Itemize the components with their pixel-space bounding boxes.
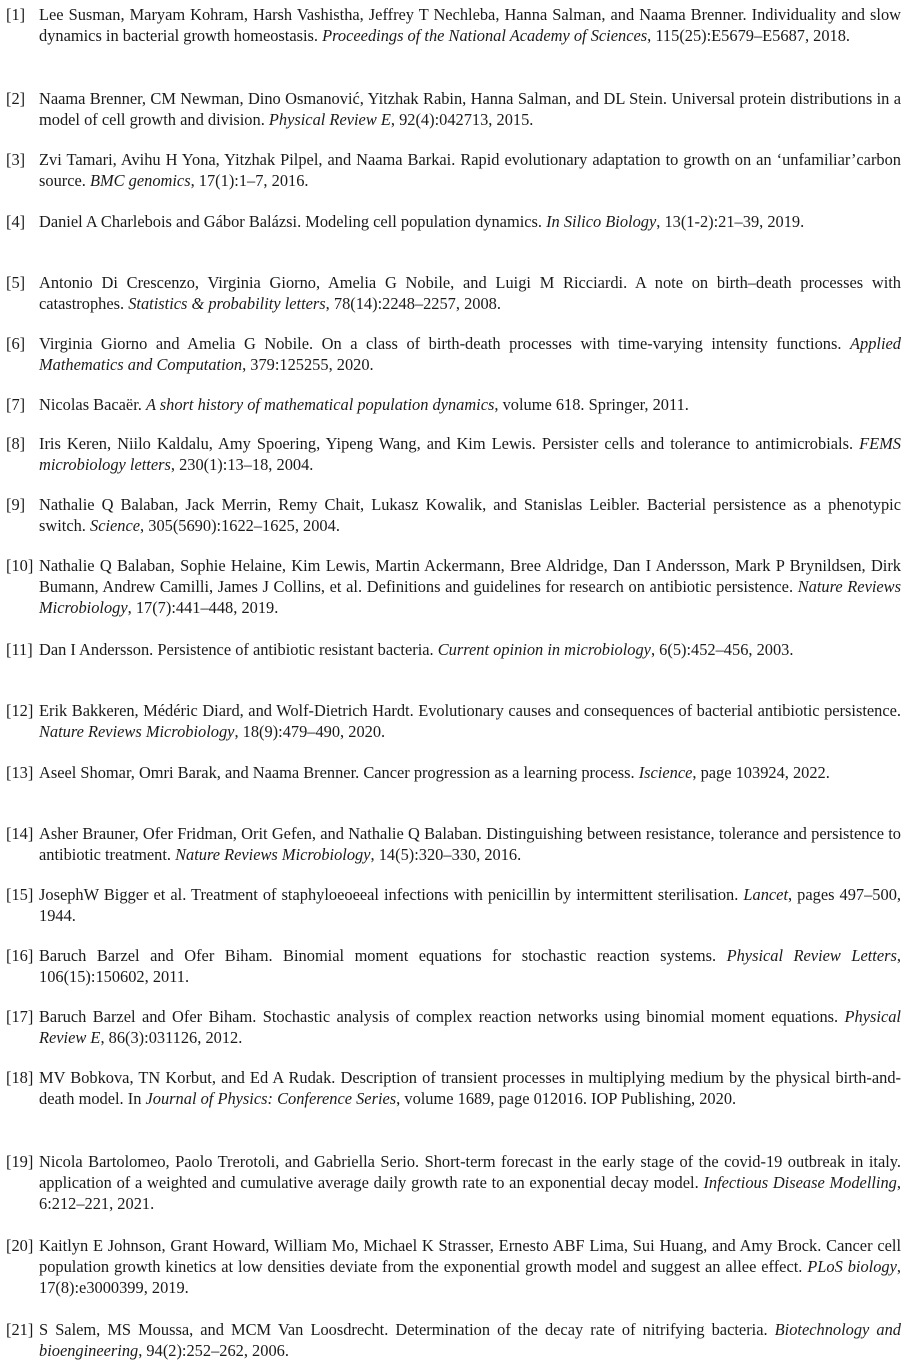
reference-venue: Iscience	[638, 763, 693, 782]
reference-text: Aseel Shomar, Omri Barak, and Naama Brenner. Cancer progression as a learning process. Iscience, page 103924, 2022.	[39, 763, 830, 782]
reference-item	[0, 433, 903, 475]
reference-number: [12]	[6, 701, 34, 720]
reference-item	[0, 823, 903, 865]
reference-venue: FEMS microbiology letters	[39, 434, 901, 474]
reference-number: [18]	[6, 1068, 34, 1087]
reference-text: Virginia Giorno and Amelia G Nobile. On a class of birth-death processes with time-varying intensity functions. Applied Mathematics and Computation, 379:125255, 2020.	[39, 334, 901, 374]
reference-item	[0, 4, 903, 46]
reference-text: MV Bobkova, TN Korbut, and Ed A Rudak. Description of transient processes in multiplying medium by the physical birth-and-death model. In Journal of Physics: Conference Series, volume 1689, page 012016. IOP Publishing, 2020.	[39, 1068, 901, 1108]
reference-venue: Applied Mathematics and Computation	[39, 334, 901, 374]
reference-venue: Nature Reviews Microbiology	[39, 577, 901, 617]
reference-text: Baruch Barzel and Ofer Biham. Stochastic analysis of complex reaction networks using binomial moment equations. Physical Review E, 86(3):031126, 2012.	[39, 1007, 901, 1047]
reference-text: Nathalie Q Balaban, Jack Merrin, Remy Chait, Lukasz Kowalik, and Stanislas Leibler. Bacterial persistence as a phenotypic switch. Science, 305(5690):1622–1625, 2004.	[39, 495, 901, 535]
reference-number: [17]	[6, 1007, 34, 1026]
reference-number: [20]	[6, 1236, 34, 1255]
reference-text: Nicolas Bacaër. A short history of mathematical population dynamics, volume 618. Springer, 2011.	[39, 395, 689, 414]
reference-text: Nicola Bartolomeo, Paolo Trerotoli, and Gabriella Serio. Short-term forecast in the early stage of the covid-19 outbreak in italy. application of a weighted and cumulative average daily growth rate to an exponential decay model. Infectious Disease Modelling, 6:212–221, 2021.	[39, 1152, 901, 1213]
reference-venue: Proceedings of the National Academy of Sciences	[322, 26, 648, 45]
reference-number: [19]	[6, 1152, 34, 1171]
reference-venue: Current opinion in microbiology	[437, 640, 651, 659]
reference-venue: A short history of mathematical population dynamics	[145, 395, 495, 414]
reference-text: JosephW Bigger et al. Treatment of staphyloeoeeal infections with penicillin by intermittent sterilisation. Lancet, pages 497–500, 1944.	[39, 885, 901, 925]
reference-number: [4]	[6, 212, 26, 231]
reference-text: Erik Bakkeren, Médéric Diard, and Wolf-Dietrich Hardt. Evolutionary causes and consequences of bacterial antibiotic persistence. Nature Reviews Microbiology, 18(9):479–490, 2020.	[39, 701, 901, 741]
reference-number: [8]	[6, 434, 26, 453]
reference-number: [21]	[6, 1320, 34, 1339]
reference-venue: Nature Reviews Microbiology	[175, 845, 371, 864]
reference-text: S Salem, MS Moussa, and MCM Van Loosdrecht. Determination of the decay rate of nitrifying bacteria. Biotechnology and bioengineering, 94(2):252–262, 2006.	[39, 1320, 901, 1360]
reference-number: [2]	[6, 89, 26, 108]
reference-number: [3]	[6, 150, 26, 169]
reference-item	[0, 1006, 903, 1048]
reference-item	[0, 1067, 903, 1109]
reference-item	[0, 762, 903, 783]
reference-text: Daniel A Charlebois and Gábor Balázsi. Modeling cell population dynamics. In Silico Biology, 13(1-2):21–39, 2019.	[39, 212, 805, 231]
reference-text: Dan I Andersson. Persistence of antibiotic resistant bacteria. Current opinion in microbiology, 6(5):452–456, 2003.	[39, 640, 794, 659]
reference-text: Naama Brenner, CM Newman, Dino Osmanović, Yitzhak Rabin, Hanna Salman, and DL Stein. Universal protein distributions in a model of cell growth and division. Physical Review E, 92(4):042713, 2015.	[39, 89, 901, 129]
reference-text: Zvi Tamari, Avihu H Yona, Yitzhak Pilpel, and Naama Barkai. Rapid evolutionary adaptation to growth on an ‘unfamiliar’carbon source. BMC genomics, 17(1):1–7, 2016.	[39, 150, 901, 190]
reference-number: [14]	[6, 824, 34, 843]
reference-item	[0, 1235, 903, 1298]
reference-venue: Biotechnology and bioengineering	[39, 1320, 901, 1360]
reference-number: [9]	[6, 495, 26, 514]
reference-item	[0, 394, 903, 415]
reference-number: [10]	[6, 556, 34, 575]
reference-text: Kaitlyn E Johnson, Grant Howard, William Mo, Michael K Strasser, Ernesto ABF Lima, Sui Huang, and Amy Brock. Cancer cell population growth kinetics at low densities deviate from the exponential growth model and suggest an allee effect. PLoS biology, 17(8):e3000399, 2019.	[39, 1236, 902, 1297]
reference-number: [13]	[6, 763, 34, 782]
reference-item	[0, 149, 903, 191]
reference-venue: In Silico Biology	[546, 212, 657, 231]
reference-text: Iris Keren, Niilo Kaldalu, Amy Spoering, Yipeng Wang, and Kim Lewis. Persister cells and tolerance to antimicrobials. FEMS microbiology letters, 230(1):13–18, 2004.	[39, 434, 901, 474]
reference-number: [11]	[6, 640, 33, 659]
reference-item	[0, 494, 903, 536]
reference-item	[0, 1151, 903, 1214]
reference-number: [16]	[6, 946, 34, 965]
reference-number: [1]	[6, 5, 26, 24]
reference-item	[0, 333, 903, 375]
reference-venue: Nature Reviews Microbiology	[39, 722, 235, 741]
reference-item	[0, 555, 903, 618]
reference-venue: PLoS biology	[807, 1257, 897, 1276]
reference-venue: Infectious Disease Modelling	[703, 1173, 897, 1192]
reference-venue: Physical Review E	[39, 1007, 901, 1047]
reference-venue: Physical Review Letters	[726, 946, 897, 965]
reference-item	[0, 272, 903, 314]
reference-text: Asher Brauner, Ofer Fridman, Orit Gefen, and Nathalie Q Balaban. Distinguishing between resistance, tolerance and persistence to antibiotic treatment. Nature Reviews Microbiology, 14(5):320–330, 2016.	[39, 824, 901, 864]
reference-venue: BMC genomics	[89, 171, 191, 190]
reference-venue: Journal of Physics: Conference Series	[145, 1089, 397, 1108]
reference-venue: Physical Review E	[268, 110, 391, 129]
reference-number: [15]	[6, 885, 34, 904]
reference-text: Antonio Di Crescenzo, Virginia Giorno, Amelia G Nobile, and Luigi M Ricciardi. A note on birth–death processes with catastrophes. Statistics & probability letters, 78(14):2248–2257, 2008.	[39, 273, 901, 313]
reference-number: [6]	[6, 334, 26, 353]
reference-venue: Lancet	[743, 885, 789, 904]
reference-item	[0, 88, 903, 130]
reference-item	[0, 945, 903, 987]
reference-text: Lee Susman, Maryam Kohram, Harsh Vashistha, Jeffrey T Nechleba, Hanna Salman, and Naama Brenner. Individuality and slow dynamics in bacterial growth homeostasis. Proceedings of the National Academy of Sciences, 115(25):E5679–E5687, 2018.	[39, 5, 901, 45]
reference-item	[0, 211, 903, 232]
reference-item	[0, 639, 903, 660]
reference-number: [7]	[6, 395, 26, 414]
reference-item	[0, 884, 903, 926]
reference-venue: Statistics & probability letters	[128, 294, 326, 313]
reference-number: [5]	[6, 273, 26, 292]
reference-text: Nathalie Q Balaban, Sophie Helaine, Kim Lewis, Martin Ackermann, Bree Aldridge, Dan I Andersson, Mark P Brynildsen, Dirk Bumann, Andrew Camilli, James J Collins, et al. Definitions and guidelines for research on antibiotic persistence. Nature Reviews Microbiology, 17(7):441–448, 2019.	[39, 556, 901, 617]
reference-venue: Science	[90, 516, 141, 535]
reference-text: Baruch Barzel and Ofer Biham. Binomial moment equations for stochastic reaction systems. Physical Review Letters, 106(15):150602, 2011.	[39, 946, 901, 986]
reference-item	[0, 700, 903, 742]
